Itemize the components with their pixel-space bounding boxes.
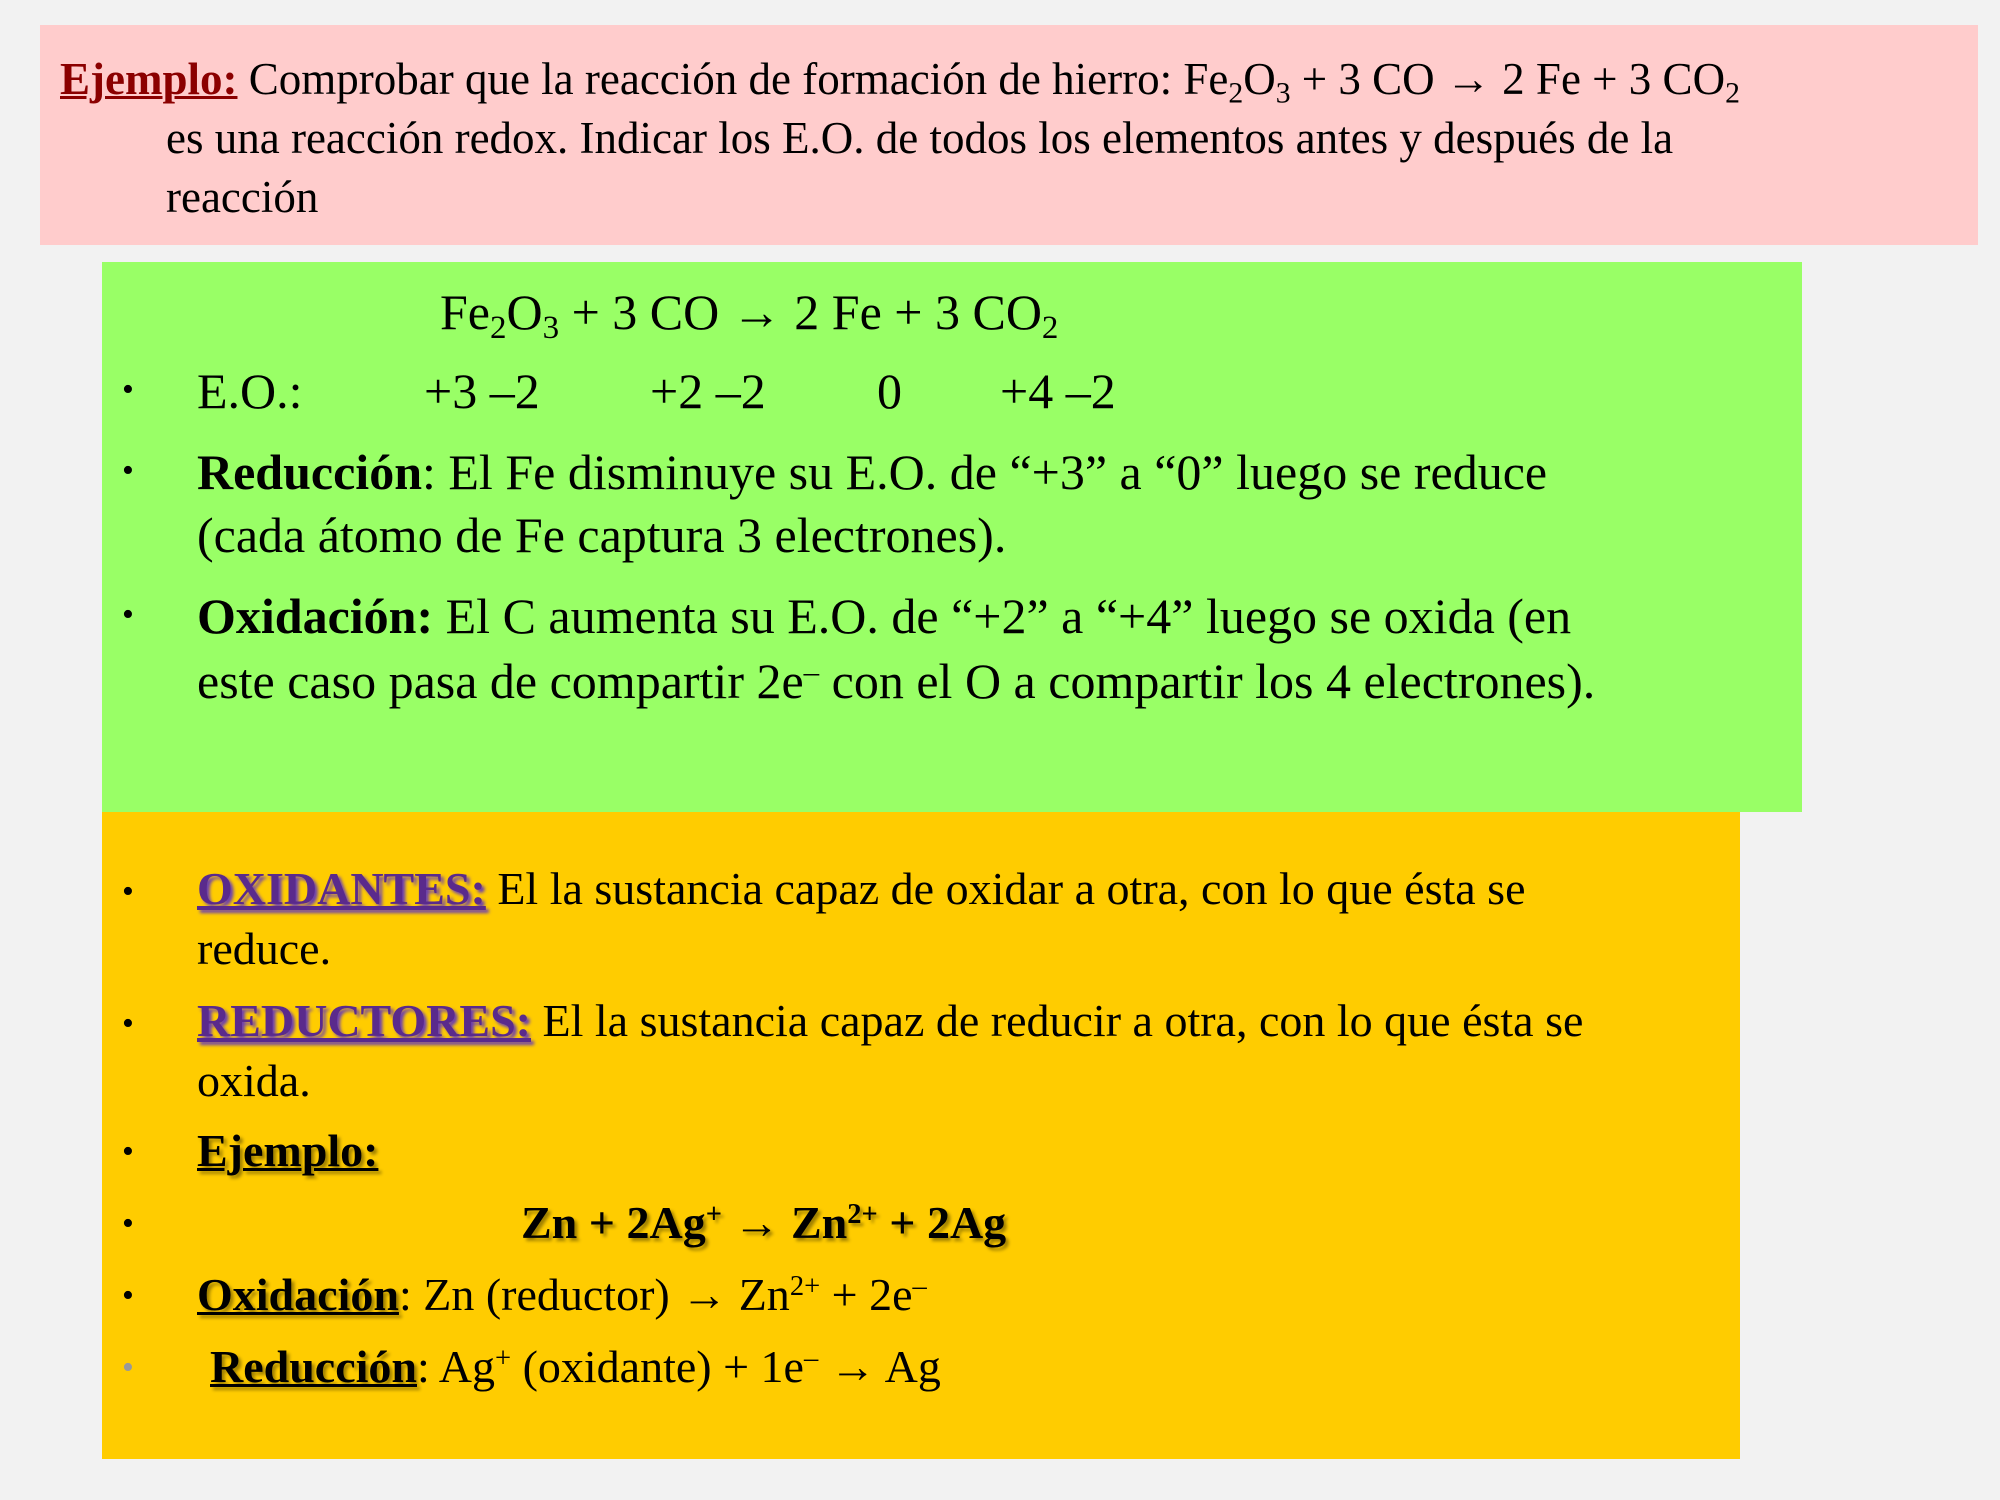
bullet-icon: •	[122, 1205, 134, 1242]
reduccion-text: : Ag	[417, 1341, 495, 1392]
oxidantes-text: El la sustancia capaz de oxidar a otra, con lo que ésta se	[485, 863, 1526, 914]
oxidacion-text: con el O a compartir los 4 electrones).	[819, 653, 1596, 709]
bullet-icon: •	[122, 873, 134, 910]
reduccion-line-1	[197, 444, 1548, 500]
zn-oxidacion-line	[197, 1269, 927, 1320]
reductores-text: El la sustancia capaz de reducir a otra, con lo que ésta se	[531, 995, 1584, 1046]
superscript: –	[803, 1343, 819, 1375]
superscript: 2+	[847, 1199, 878, 1231]
oxidantes-line-2: reduce.	[197, 923, 332, 974]
example-text: Comprobar que la reacción de formación de hierro: Fe	[237, 54, 1229, 104]
oxidacion-line-1	[197, 588, 1572, 644]
eo-value: +2 –2	[650, 363, 766, 419]
oxidacion-text: este caso pasa de compartir 2e	[197, 653, 804, 709]
oxidantes-line-1	[197, 863, 1526, 914]
reduccion-line-2: (cada átomo de Fe captura 3 electrones).	[197, 507, 1007, 563]
ejemplo-heading	[197, 1125, 379, 1176]
example-line-1	[60, 54, 1740, 110]
oxidacion-text: + 2e	[820, 1269, 913, 1320]
subscript: 2	[1725, 77, 1740, 110]
reduccion-text: (oxidante) + 1e	[511, 1341, 804, 1392]
superscript: +	[494, 1343, 512, 1375]
bullet-icon: •	[122, 596, 134, 633]
zinc-silver-reaction	[521, 1197, 1007, 1248]
superscript: 2+	[789, 1271, 821, 1303]
reduccion-text: → Ag	[818, 1341, 941, 1392]
subscript: 3	[1275, 77, 1291, 110]
subscript: 2	[1041, 310, 1059, 347]
eo-value: +3 –2	[424, 363, 540, 419]
example-line-3: reacción	[166, 172, 319, 222]
example-text: O	[1243, 54, 1276, 104]
oxidacion-line-2	[197, 653, 1596, 709]
reductores-label: REDUCTORES:	[197, 995, 531, 1046]
reaction-text: → Zn	[721, 1197, 848, 1248]
superscript: –	[803, 653, 820, 689]
equation-text: Fe	[440, 284, 490, 340]
reduccion-text: : El Fe disminuye su E.O. de “+3” a “0” luego se reduce	[422, 444, 1548, 500]
reductores-line-1	[197, 995, 1584, 1046]
oxidantes-label: OXIDANTES:	[197, 863, 486, 914]
bullet-icon: •	[122, 371, 134, 408]
reduccion-label: Reducción	[210, 1341, 417, 1392]
bullet-icon: •	[122, 452, 134, 489]
oxidacion-text: : Zn (reductor) → Zn	[398, 1269, 790, 1320]
example-label: Ejemplo:	[60, 54, 238, 104]
bullet-icon: •	[122, 1349, 134, 1386]
equation-text: O	[506, 284, 543, 340]
example-text: + 3 CO → 2 Fe + 3 CO	[1290, 54, 1726, 104]
equation-text: + 3 CO → 2 Fe + 3 CO	[559, 284, 1042, 340]
subscript: 2	[490, 310, 507, 347]
reaction-equation	[440, 284, 1059, 347]
subscript: 3	[542, 310, 560, 347]
eo-value: 0	[877, 363, 902, 419]
oxidacion-label: Oxidación:	[197, 588, 434, 644]
reductores-line-2: oxida.	[197, 1055, 311, 1106]
example-line-2: es una reacción redox. Indicar los E.O. de todos los elementos antes y después de la	[166, 113, 1674, 163]
reaction-text: + 2Ag	[877, 1197, 1007, 1248]
bullet-icon: •	[122, 1133, 134, 1170]
subscript: 2	[1228, 77, 1244, 110]
ag-reduccion-line	[210, 1341, 941, 1392]
bullet-icon: •	[122, 1005, 134, 1042]
reaction-text: Zn + 2Ag	[521, 1197, 706, 1248]
reduccion-label: Reducción	[197, 444, 422, 500]
oxidacion-label: Oxidación	[197, 1269, 399, 1320]
ejemplo-label: Ejemplo:	[197, 1125, 379, 1176]
bullet-icon: •	[122, 1277, 134, 1314]
eo-label: E.O.:	[197, 363, 303, 419]
oxidacion-text: El C aumenta su E.O. de “+2” a “+4” luego se oxida (en	[433, 588, 1572, 644]
superscript: –	[912, 1271, 927, 1303]
superscript: +	[705, 1199, 722, 1231]
eo-value: +4 –2	[1000, 363, 1116, 419]
